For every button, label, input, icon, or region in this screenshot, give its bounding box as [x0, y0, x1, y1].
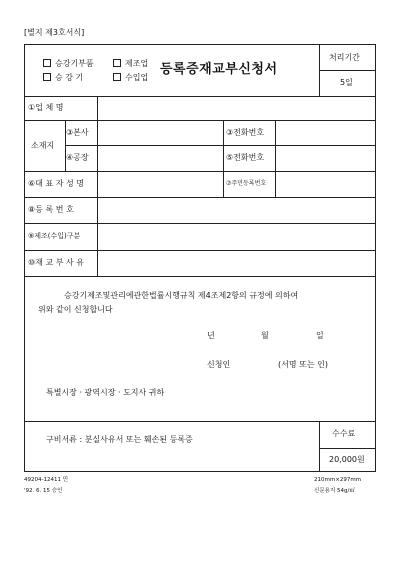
manufacture-type-field[interactable]	[98, 224, 375, 249]
signature-note: (서명 또는 인)	[278, 360, 328, 369]
label-head-office: ③본사	[66, 128, 89, 137]
form-title: 등록증재교부신청서	[160, 62, 278, 77]
paper-type: 신문용지 54g/㎡	[314, 488, 355, 494]
divider-mid-col	[223, 120, 224, 197]
date-day: 일	[316, 331, 324, 340]
statement-line1: 승강기제조및관리에관한법률시행규칙 제4조제2항의 규정에 의하여	[64, 291, 299, 300]
phone-head-field[interactable]	[276, 121, 375, 144]
label-location: 소재지	[31, 141, 55, 150]
form-number: [별지 제3호서식]	[24, 28, 85, 37]
fee-value: 20,000원	[329, 455, 365, 464]
label-manufacture-type: ⑨제조(수입)구분	[28, 232, 81, 240]
divider-processing	[319, 70, 376, 71]
divider-fee-v	[319, 421, 320, 472]
representative-field[interactable]	[98, 172, 222, 196]
factory-field[interactable]	[98, 146, 222, 170]
statement-line2: 위와 같이 신청합니다	[38, 305, 113, 314]
label-representative: ⑥대 표 자 성 명	[28, 179, 84, 188]
fee-label: 수수료	[332, 429, 356, 438]
divider-title-v	[319, 44, 320, 96]
form-code: 49204-12411 민	[24, 477, 69, 483]
registration-number-field[interactable]	[98, 198, 375, 222]
date-month: 월	[261, 331, 269, 340]
phone-factory-field[interactable]	[276, 146, 375, 170]
approval-date: '92. 6. 15 승인	[24, 488, 63, 494]
addressee: 특별시장 · 광역시장 · 도지사 귀하	[46, 388, 165, 397]
checkbox-box[interactable]	[113, 59, 121, 67]
label-business-name: ①업 체 명	[28, 103, 64, 112]
checkbox-box[interactable]	[43, 73, 51, 81]
paper-size: 210mm×297mm	[314, 477, 362, 483]
attachments-note: 구비서류 : 분실사유서 또는 훼손된 등록증	[46, 435, 193, 444]
processing-period-label: 처리기간	[329, 53, 360, 62]
divider-row7	[24, 276, 376, 277]
head-office-field[interactable]	[98, 121, 222, 144]
checkbox-box[interactable]	[43, 59, 51, 67]
checkbox-manufacture[interactable]: 제조업	[113, 59, 148, 68]
processing-period-value: 5일	[340, 78, 353, 87]
divider-fee	[319, 448, 376, 449]
checkbox-elevator[interactable]: 승 강 기	[43, 73, 83, 82]
divider-statement	[24, 421, 376, 422]
resident-number-field[interactable]	[276, 172, 375, 196]
label-resident-number: ⑦주민등록번호	[226, 180, 267, 187]
date-year: 년	[207, 331, 215, 340]
label-phone-head: ③전화번호	[226, 128, 265, 137]
business-name-field[interactable]	[98, 97, 375, 119]
reissue-reason-field[interactable]	[98, 251, 375, 275]
checkbox-parts[interactable]: 승강기부품	[43, 59, 94, 68]
label-registration-number: ⑧등 록 번 호	[28, 205, 74, 214]
checkbox-box[interactable]	[113, 73, 121, 81]
label-factory: ④공장	[66, 153, 89, 162]
applicant-label: 신청인	[207, 360, 231, 369]
label-reissue-reason: ⑩재 교 부 사 유	[28, 258, 84, 267]
checkbox-import[interactable]: 수입업	[113, 73, 148, 82]
label-phone-factory: ⑤전화번호	[226, 153, 265, 162]
